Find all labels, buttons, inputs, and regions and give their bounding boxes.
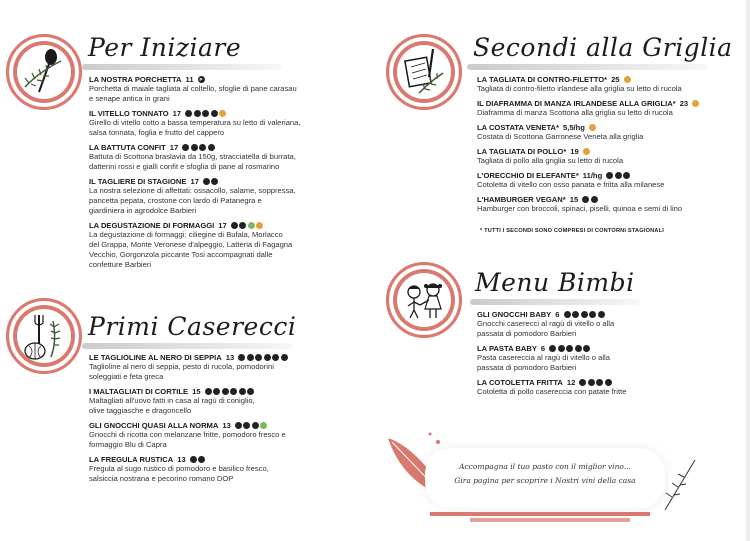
menu-item-header xyxy=(477,123,737,132)
allergen-badges xyxy=(198,76,205,83)
allergen-icon xyxy=(243,422,250,429)
wine-promo-banner xyxy=(425,448,665,508)
dish-price: 17 xyxy=(190,177,199,186)
allergen-icon xyxy=(583,345,590,352)
dish-description: Battuta di Scottona braslavia da 150g, stracciatella di burrata, xyxy=(89,152,296,161)
allergen-icon xyxy=(598,311,605,318)
menu-item xyxy=(89,387,359,416)
allergen-icon xyxy=(272,354,279,361)
dish-description: olive taggiasche e dragoncello xyxy=(89,406,192,415)
allergen-icon xyxy=(230,388,237,395)
primi-list xyxy=(89,353,359,489)
dish-price: 12 xyxy=(566,378,576,387)
secondi-list xyxy=(477,75,737,219)
dish-name: GLI GNOCCHI QUASI ALLA NORMA xyxy=(89,421,219,430)
dish-description: Diaframma di manza Scottona alla griglia su letto di rucola xyxy=(477,108,673,117)
allergen-badges xyxy=(564,311,605,318)
dish-price: 11/hg xyxy=(582,171,603,180)
menu-item xyxy=(477,99,737,118)
menu-item-header xyxy=(477,310,727,319)
menu-item xyxy=(89,177,359,216)
menu-item-header xyxy=(477,344,727,353)
allergen-badges xyxy=(624,76,631,83)
dish-price: 11 xyxy=(185,75,194,84)
allergen-icon xyxy=(615,172,622,179)
section-title-bimbi: Menu Bimbi xyxy=(475,268,635,297)
dish-description: confetture Barbieri xyxy=(89,260,152,269)
dish-description: Girello di vitello cotto a bassa temperatura su letto di valeriana, xyxy=(89,118,301,127)
dish-description: formaggio Blu di Capra xyxy=(89,440,167,449)
dish-name: LA COTOLETTA FRITTA xyxy=(477,378,563,387)
decorative-stripe xyxy=(430,512,650,516)
allergen-icon xyxy=(203,178,210,185)
dish-description: Hamburger con broccoli, spinaci, piselli, quinoa e semi di lino xyxy=(477,204,683,213)
allergen-icon xyxy=(264,354,271,361)
dish-description: passata di pomodoro Barbieri xyxy=(477,329,577,338)
dish-price: 23 xyxy=(679,99,689,108)
promo-line-2: Gira pagina per scoprire i Nostri vini della casa xyxy=(454,476,636,485)
dish-name: IL TAGLIERE DI STAGIONE xyxy=(89,177,187,186)
dish-name: LA TAGLIATA DI CONTRO-FILETTO* xyxy=(477,75,608,84)
dish-description: del Grappa, Monte Veronese d'alpeggio, Latteria di Fagagna xyxy=(89,240,293,249)
dish-description: passata di pomodoro Barbieri xyxy=(477,363,577,372)
allergen-icon xyxy=(213,388,220,395)
section-title-primi: Primi Caserecci xyxy=(88,312,297,341)
menu-item xyxy=(89,143,359,172)
allergen-icon xyxy=(589,124,596,131)
menu-item xyxy=(477,310,727,339)
decorative-stripe xyxy=(470,518,630,522)
allergen-icon xyxy=(211,110,218,117)
promo-line-1: Accompagna il tuo pasto con il miglior vino... xyxy=(459,462,631,471)
menu-item-header xyxy=(89,177,359,186)
menu-item xyxy=(477,195,737,214)
allergen-badges xyxy=(203,178,219,185)
dish-name: LA FREGULA RUSTICA xyxy=(89,455,174,464)
per-iniziare-list xyxy=(89,75,359,275)
dish-name: LA COSTATA VENETA* xyxy=(477,123,559,132)
kids-icon xyxy=(386,262,462,338)
menu-item-header xyxy=(89,353,359,362)
title-underline xyxy=(470,299,640,305)
dish-description: La nostra selezione di affettati: ossacollo, salame, soppressa, xyxy=(89,186,296,195)
dish-description: Gnocchi di ricotta con melanzane fritte, pomodoro fresco e xyxy=(89,430,286,439)
allergen-icon xyxy=(231,222,238,229)
allergen-icon xyxy=(182,144,189,151)
dish-description: soleggiati e feta greca xyxy=(89,372,164,381)
dish-name: IL DIAFRAMMA DI MANZA IRLANDESE ALLA GRIGLIA* xyxy=(477,99,676,108)
menu-item xyxy=(89,75,359,104)
dish-price: 6 xyxy=(555,310,560,319)
menu-item-header xyxy=(89,75,359,84)
allergen-icon xyxy=(185,110,192,117)
dish-description: Tagliata di pollo alla griglia su letto di rucola xyxy=(477,156,624,165)
dish-description: Maltagliati all'uovo fatti in casa al ragù di coniglio, xyxy=(89,396,255,405)
menu-item-header xyxy=(89,221,359,230)
allergen-icon xyxy=(572,311,579,318)
allergen-badges xyxy=(692,100,699,107)
dish-description: Cotoletta di pollo casereccia con patate fritte xyxy=(477,387,627,396)
dish-price: 25 xyxy=(611,75,620,84)
allergen-icon xyxy=(239,222,246,229)
decorative-branch-icon xyxy=(660,455,700,515)
menu-item-header xyxy=(89,109,359,118)
allergen-icon xyxy=(583,148,590,155)
allergen-icon xyxy=(255,354,262,361)
menu-item xyxy=(89,455,359,484)
allergen-icon xyxy=(623,172,630,179)
dish-description: Taglioline al nero di seppia, pesto di rucola, pomodorini xyxy=(89,362,274,371)
dish-description: giardiniera in agrodolce Barbieri xyxy=(89,206,197,215)
allergen-icon xyxy=(579,379,586,386)
allergen-icon xyxy=(605,379,612,386)
dish-description: datterini rossi e gialli confit e sfoglia di pane al rosmarino xyxy=(89,162,280,171)
dish-description: Fregula al sugo rustico di pomodoro e basilico fresco, xyxy=(89,464,269,473)
fork-garlic-icon xyxy=(6,298,82,374)
menu-item xyxy=(477,123,737,142)
allergen-icon xyxy=(222,388,229,395)
allergen-icon xyxy=(575,345,582,352)
dish-price: 13 xyxy=(177,455,186,464)
menu-item xyxy=(89,421,359,450)
allergen-icon xyxy=(202,110,209,117)
dish-description: Tagliata di contro-filetto irlandese alla griglia su letto di rucola xyxy=(477,84,682,93)
allergen-badges xyxy=(606,172,630,179)
dish-description: e senape antica in grani xyxy=(89,94,170,103)
menu-item-header xyxy=(89,421,359,430)
menu-item xyxy=(89,353,359,382)
allergen-badges xyxy=(235,422,268,429)
allergen-icon xyxy=(199,144,206,151)
menu-item xyxy=(89,221,359,270)
allergen-badges xyxy=(583,148,590,155)
dish-description: Pasta casereccia al ragù di vitello o alla xyxy=(477,353,610,362)
allergen-badges xyxy=(190,456,206,463)
menu-item xyxy=(477,378,727,397)
allergen-icon xyxy=(582,196,589,203)
allergen-icon xyxy=(208,144,215,151)
dish-name: GLI GNOCCHI BABY xyxy=(477,310,552,319)
dish-price: 17 xyxy=(172,109,182,118)
dish-price: 13 xyxy=(222,421,231,430)
dish-name: LE TAGLIOLINE AL NERO DI SEPPIA xyxy=(89,353,222,362)
allergen-icon xyxy=(238,354,245,361)
allergen-icon xyxy=(549,345,556,352)
allergen-icon xyxy=(198,456,205,463)
dish-name: LA NOSTRA PORCHETTA xyxy=(89,75,182,84)
allergen-icon xyxy=(211,178,218,185)
allergen-badges xyxy=(579,379,612,386)
bimbi-list xyxy=(477,310,727,402)
menu-item xyxy=(477,75,737,94)
dish-name: IL VITELLO TONNATO xyxy=(89,109,169,118)
menu-item xyxy=(477,171,737,190)
dish-price: 13 xyxy=(225,353,235,362)
allergen-icon: P xyxy=(199,77,203,82)
dish-name: LA DEGUSTAZIONE DI FORMAGGI xyxy=(89,221,215,230)
dish-name: LA TAGLIATA DI POLLO* xyxy=(477,147,567,156)
dish-name: LA PASTA BABY xyxy=(477,344,537,353)
allergen-badges xyxy=(231,222,264,229)
allergen-icon xyxy=(247,354,254,361)
menu-item-header xyxy=(89,455,359,464)
allergen-icon xyxy=(260,422,267,429)
dish-price: 15 xyxy=(192,387,201,396)
allergen-badges xyxy=(205,388,255,395)
allergen-badges xyxy=(589,124,596,131)
title-underline xyxy=(82,343,292,349)
dish-description: Cotoletta di vitello con osso panata e fritta alla milanese xyxy=(477,180,665,189)
allergen-badges xyxy=(182,144,215,151)
title-underline xyxy=(467,64,707,70)
dish-description: Gnocchi caserecci al ragù di vitello o alla xyxy=(477,319,615,328)
allergen-icon xyxy=(205,388,212,395)
dish-price: 6 xyxy=(540,344,546,353)
menu-item xyxy=(477,147,737,166)
allergen-icon xyxy=(564,311,571,318)
allergen-icon xyxy=(247,388,254,395)
section-title-secondi: Secondi alla Griglia xyxy=(473,33,733,62)
allergen-icon xyxy=(252,422,259,429)
dish-name: L'HAMBURGER VEGAN* xyxy=(477,195,566,204)
dish-description: salsiccia nostrana e pecorino romano DOP xyxy=(89,474,234,483)
grill-board-icon xyxy=(386,34,462,110)
allergen-icon xyxy=(235,422,242,429)
menu-item-header xyxy=(477,99,737,108)
dish-name: I MALTAGLIATI DI CORTILE xyxy=(89,387,189,396)
menu-item xyxy=(89,109,359,138)
allergen-icon xyxy=(589,311,596,318)
allergen-badges xyxy=(549,345,590,352)
allergen-icon xyxy=(566,345,573,352)
menu-item-header xyxy=(477,147,737,156)
allergen-icon xyxy=(558,345,565,352)
dish-price: 17 xyxy=(169,143,179,152)
dish-price: 19 xyxy=(570,147,579,156)
allergen-icon xyxy=(281,354,288,361)
allergen-icon xyxy=(596,379,603,386)
menu-item-header xyxy=(89,143,359,152)
allergen-icon xyxy=(219,110,226,117)
allergen-icon xyxy=(624,76,631,83)
allergen-badges xyxy=(582,196,598,203)
title-underline xyxy=(82,64,282,70)
dish-description: salsa tonnata, foglia e frutto del cappero xyxy=(89,128,225,137)
allergen-icon xyxy=(581,311,588,318)
dish-name: L'ORECCHIO DI ELEFANTE* xyxy=(477,171,579,180)
allergen-icon xyxy=(591,196,598,203)
dish-price: 15 xyxy=(569,195,579,204)
allergen-icon xyxy=(692,100,699,107)
menu-item-header xyxy=(89,387,359,396)
allergen-icon xyxy=(248,222,255,229)
allergen-icon xyxy=(256,222,263,229)
menu-item-header xyxy=(477,75,737,84)
dish-description: pancetta pepata, crostone con lardo di Patanegra e xyxy=(89,196,262,205)
spoon-herb-icon xyxy=(6,34,82,110)
allergen-icon xyxy=(190,456,197,463)
dish-description: Vecchio, Gorgonzola piccante Tosi accompagnati dalle xyxy=(89,250,273,259)
menu-item-header xyxy=(477,195,737,204)
secondi-note: * TUTTI I SECONDI SONO COMPRESI DI CONTORNI STAGIONALI xyxy=(480,228,665,234)
dish-description: Costata di Scottona Garronese Veneta alla griglia xyxy=(477,132,644,141)
allergen-badges xyxy=(185,110,226,117)
allergen-icon xyxy=(194,110,201,117)
dish-description: Porchetta di maiale tagliata al coltello, sfoglie di pane carasau xyxy=(89,84,297,93)
section-title-per-iniziare: Per Iniziare xyxy=(88,33,242,62)
dish-price: 5,5/hg xyxy=(562,123,585,132)
dish-name: LA BATTUTA CONFIT xyxy=(89,143,166,152)
dish-price: 17 xyxy=(218,221,227,230)
allergen-icon xyxy=(588,379,595,386)
allergen-icon xyxy=(239,388,246,395)
dish-description: La degustazione di formaggi: ciliegine di Bufala, Morlacco xyxy=(89,230,283,239)
menu-item-header xyxy=(477,171,737,180)
allergen-icon xyxy=(191,144,198,151)
menu-item-header xyxy=(477,378,727,387)
allergen-badges xyxy=(238,354,288,361)
allergen-icon xyxy=(606,172,613,179)
menu-item xyxy=(477,344,727,373)
